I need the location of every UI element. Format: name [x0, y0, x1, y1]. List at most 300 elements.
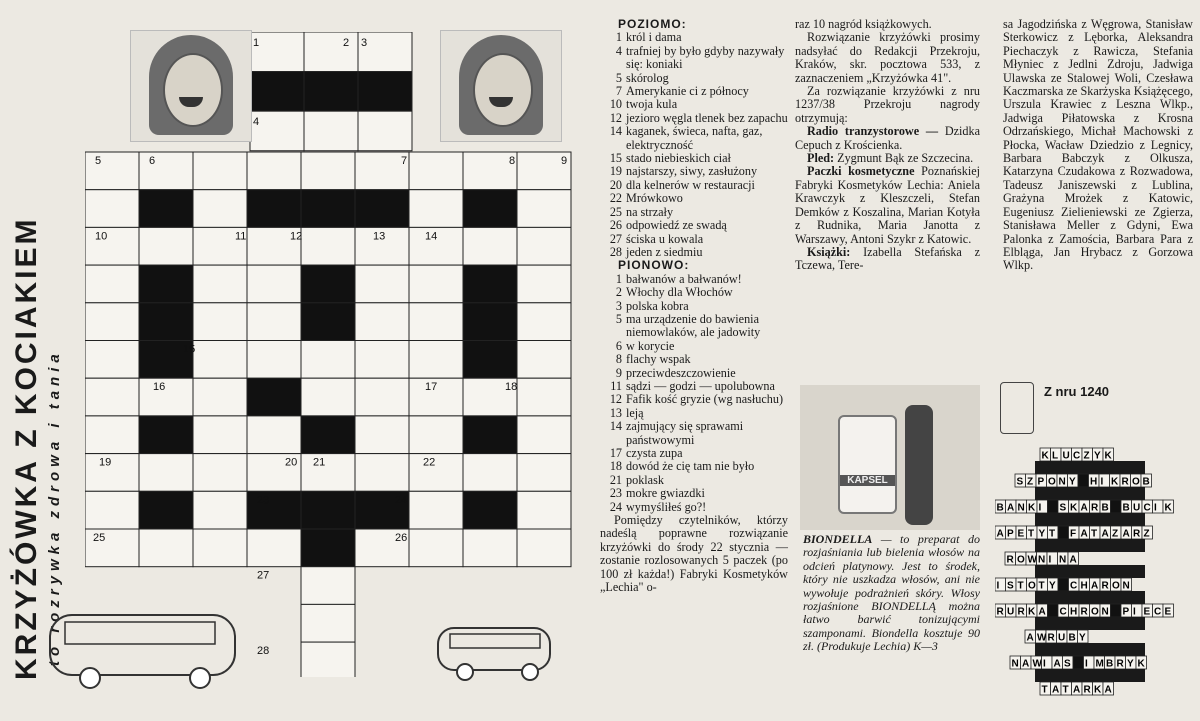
black-cell [304, 72, 358, 112]
black-cell [463, 190, 517, 228]
across-clue [600, 112, 788, 125]
solution-letter: K [1094, 684, 1102, 696]
across-clue [600, 31, 788, 44]
down-clue [600, 273, 788, 286]
solution-letter: I [1085, 658, 1088, 670]
clue-number: 26 [609, 218, 622, 233]
grid-cell[interactable] [517, 529, 571, 567]
clue-text: zajmujący się sprawami państwowymi [626, 419, 744, 447]
solution-letter: R [1047, 632, 1055, 644]
black-cell [463, 416, 517, 454]
grid-cell[interactable] [355, 265, 409, 303]
grid-cell[interactable] [409, 152, 463, 190]
solution-letter: P [1037, 476, 1045, 488]
grid-cell[interactable] [247, 152, 301, 190]
grid-cell[interactable] [304, 111, 358, 151]
solution-letter: O [1048, 476, 1056, 488]
winners-column-1 [795, 18, 980, 273]
clue-number: 12 [609, 110, 622, 125]
bottle-shape [838, 415, 897, 514]
solution-letter: N [1038, 554, 1046, 566]
grid-cell[interactable] [85, 341, 139, 379]
solution-letter: B [1068, 632, 1076, 644]
grid-cell[interactable] [139, 529, 193, 567]
grid-number-5: 5 [95, 155, 102, 167]
solution-letter: O [1028, 580, 1036, 592]
solution-heading: Z nru 1240 [1044, 384, 1110, 399]
clue-number: 2 [615, 285, 622, 300]
solution-black-band [1035, 513, 1145, 526]
across-clue [600, 85, 788, 98]
clue-text: leją [626, 405, 644, 420]
grid-cell[interactable] [85, 303, 139, 341]
solution-letter: C [1143, 502, 1151, 514]
kitten-photo-right [440, 30, 562, 142]
solution-letter: O [1017, 554, 1025, 566]
grid-cell[interactable] [409, 303, 463, 341]
solution-letter: P [1007, 528, 1014, 540]
grid-cell[interactable] [517, 416, 571, 454]
clue-text: kaganek, świeca, nafta, gaz, elektryczność [626, 124, 763, 152]
solution-letter: E [1164, 606, 1172, 618]
clue-number: 12 [609, 392, 622, 407]
solution-letter: C [1059, 606, 1067, 618]
grid-cell[interactable] [517, 265, 571, 303]
across-clue [600, 165, 788, 178]
solution-letter: L [1052, 450, 1059, 462]
solution-black-band [1035, 487, 1145, 500]
down-clue [600, 286, 788, 299]
solution-letter: B [996, 502, 1004, 514]
clue-text: bałwanów a bałwanów! [626, 271, 742, 286]
grid-cell[interactable] [409, 454, 463, 492]
solution-black-band [1035, 669, 1145, 682]
clue-number: 27 [609, 231, 622, 246]
grid-number-25: 25 [93, 532, 106, 544]
grid-cell[interactable] [301, 454, 355, 492]
solution-letter: S [1007, 580, 1014, 592]
solution-black-band [1035, 617, 1145, 630]
solution-letter: A [1122, 528, 1130, 540]
across-clue [600, 192, 788, 205]
down-clue [600, 407, 788, 420]
solution-letter: W [1027, 554, 1037, 566]
grid-cell[interactable] [463, 454, 517, 492]
grid-cell[interactable] [193, 529, 247, 567]
solution-letter: P [1122, 606, 1130, 618]
solution-letter: U [1133, 502, 1141, 514]
solution-letter: I [1133, 606, 1136, 618]
grid-number-27: 27 [257, 569, 270, 582]
down-clue [600, 313, 788, 340]
face-shape [163, 53, 223, 127]
solution-letter: A [1053, 658, 1061, 670]
prize-text: raz 10 nagród książkowych. [795, 17, 932, 31]
solution-letter: W [1037, 632, 1047, 644]
grid-cell[interactable] [247, 416, 301, 454]
grid-number-7: 7 [401, 155, 408, 167]
grid-cell[interactable] [463, 227, 517, 265]
grid-number-21: 21 [313, 456, 326, 469]
grid-cell[interactable] [193, 416, 247, 454]
solution-letter: M [1095, 658, 1104, 670]
grid-number-23: 23 [257, 494, 270, 507]
clue-number: 13 [609, 405, 622, 420]
solution-letter: A [996, 528, 1004, 540]
solution-letter: I [1038, 502, 1042, 514]
grid-cell[interactable] [247, 529, 301, 567]
clue-text: w korycie [626, 338, 675, 353]
solution-letter: A [1007, 502, 1015, 514]
black-cell [139, 416, 193, 454]
solution-letter: H [1080, 580, 1088, 592]
solution-letter: Y [1049, 580, 1056, 592]
clue-text: polska kobra [626, 298, 689, 313]
black-cell [355, 190, 409, 228]
grid-cell[interactable] [409, 190, 463, 228]
grid-number-13: 13 [373, 230, 386, 243]
clue-text: twoja kula [626, 97, 678, 112]
solution-letter: T [1038, 580, 1045, 592]
grid-cell[interactable] [247, 265, 301, 303]
grid-cell[interactable] [85, 190, 139, 228]
grid-cell[interactable] [85, 378, 139, 416]
solution-letter: B [1122, 502, 1130, 514]
grid-cell[interactable] [409, 341, 463, 379]
grid-cell[interactable] [517, 491, 571, 529]
grid-cell[interactable] [517, 378, 571, 416]
clue-text: poklask [626, 472, 664, 487]
grid-cell[interactable] [355, 341, 409, 379]
clue-text: czysta zupa [626, 446, 683, 460]
solution-letter: C [1154, 606, 1162, 618]
grid-number-1: 1 [253, 37, 260, 49]
clue-text: ściska u kowala [626, 231, 704, 246]
clue-number: 20 [609, 177, 622, 192]
black-cell [463, 341, 517, 379]
solution-letter: Z [1112, 528, 1119, 540]
blanket-prize-label: Pled: [807, 151, 835, 166]
down-clue [600, 487, 788, 500]
grid-number-2: 2 [343, 37, 350, 49]
solution-letter: R [1101, 580, 1109, 592]
grid-number-12: 12 [290, 230, 303, 243]
solution-letter: N [1101, 606, 1109, 618]
solution-letter: T [1017, 580, 1024, 592]
grid-cell[interactable] [301, 604, 355, 642]
grid-cell[interactable] [193, 454, 247, 492]
ad-body: — to preparat do rozjaśniania lub bielenia włosów na odcień platynowy. Jest to środek, który nie uszkadza włosów, ani nie wywołuje podrażnień skóry. Włosy rozjaśnione BIONDELLĄ można łatwo barwić tonizującymi szamponami. Biondella kosztuje 90 zł. (Produkuje Lechia) K—3 [803, 532, 980, 654]
grid-cell[interactable] [247, 341, 301, 379]
solution-letter: K [1028, 606, 1036, 618]
clue-number: 3 [615, 298, 622, 313]
contest-rules-text: Pomiędzy czytelników, którzy nadeślą poprawne rozwiązanie krzyżówki do środy 22 stycznia — zostanie rozlosowanych 5 paczek (po 100 zł każda!) Fabryki Kosmetyków „Lechia" o- [600, 513, 788, 595]
solution-letter: Z [1083, 450, 1090, 462]
clue-text: mokre gwiazdki [626, 486, 705, 501]
grid-cell[interactable] [139, 454, 193, 492]
grid-cell[interactable] [301, 378, 355, 416]
solution-cell [1111, 604, 1122, 617]
winners-column-2 [1003, 18, 1193, 273]
solution-black-band [1035, 591, 1145, 604]
grid-number-16: 16 [153, 381, 166, 394]
solution-letter: A [1052, 684, 1060, 696]
black-cell [301, 303, 355, 341]
black-cell [301, 529, 355, 567]
solution-letter: H [1070, 606, 1078, 618]
solution-letter: B [1106, 658, 1114, 670]
solution-letter: T [1091, 528, 1098, 540]
clue-text: Mrówkowo [626, 191, 683, 206]
grid-cell[interactable] [409, 529, 463, 567]
grid-cell[interactable] [409, 416, 463, 454]
solution-letter: K [1111, 476, 1119, 488]
kitten-photo-left [130, 30, 252, 142]
solution-cell [1048, 604, 1059, 617]
solution-letter: H [1090, 476, 1098, 488]
grid-number-17: 17 [425, 381, 438, 394]
submission-text: Rozwiązanie krzyżówki prosimy nadsyłać do Redakcji Przekroju, Kraków, skr. pocztowa 533, z zaznaczeniem „Krzyżówka 41". [795, 30, 980, 85]
grid-cell[interactable] [301, 642, 355, 677]
grid-cell[interactable] [193, 190, 247, 228]
solution-letter: K [1104, 450, 1112, 462]
across-clue [600, 45, 788, 72]
down-clue [600, 380, 788, 393]
solution-letter: S [1059, 502, 1067, 514]
solution-letter: A [1038, 606, 1046, 618]
clue-number: 28 [609, 244, 622, 259]
solution-cell [1048, 500, 1059, 513]
grid-cell[interactable] [517, 190, 571, 228]
clue-number: 6 [615, 338, 622, 353]
solution-letter: W [1032, 658, 1042, 670]
solution-letter: R [1083, 684, 1091, 696]
radio-prize-label: Radio tranzystorowe — [807, 124, 939, 139]
down-clue [600, 300, 788, 313]
down-clue-list [600, 273, 788, 514]
down-clue [600, 393, 788, 406]
clue-number: 23 [609, 486, 622, 501]
solution-letter: N [1017, 502, 1025, 514]
solution-letter: Y [1038, 528, 1046, 540]
clue-number: 1 [615, 271, 622, 286]
across-clue [600, 233, 788, 246]
clue-text: flachy wspak [626, 352, 691, 367]
grid-cell[interactable] [301, 341, 355, 379]
grid-number-4: 4 [253, 116, 260, 129]
clues-column [600, 18, 788, 594]
solution-letter: Y [1079, 632, 1086, 644]
down-clue [600, 447, 788, 460]
clue-number: 8 [615, 352, 622, 367]
bus-illustration-right [430, 620, 560, 685]
solution-black-band [1035, 539, 1145, 552]
solution-letter: K [1041, 450, 1049, 462]
down-clue [600, 340, 788, 353]
bottle-label: KAPSEL [840, 475, 895, 486]
grid-cell[interactable] [85, 454, 139, 492]
solution-letter: N [1059, 554, 1067, 566]
grid-cell[interactable] [355, 454, 409, 492]
grid-number-15: 15 [183, 343, 196, 356]
clue-number: 18 [609, 459, 622, 474]
grid-number-6: 6 [149, 155, 156, 167]
grid-cell[interactable] [301, 152, 355, 190]
grid-cell[interactable] [304, 32, 358, 72]
grid-cell[interactable] [193, 303, 247, 341]
blanket-winner: Zygmunt Bąk ze Szczecina. [837, 151, 974, 166]
solution-letter: R [1006, 554, 1014, 566]
down-clue [600, 501, 788, 514]
grid-cell[interactable] [355, 378, 409, 416]
clue-number: 5 [615, 311, 622, 326]
grid-cell[interactable] [139, 152, 193, 190]
clue-number: 14 [609, 419, 622, 434]
solution-letter: O [1112, 580, 1120, 592]
grid-cell[interactable] [517, 454, 571, 492]
clue-text: przeciwdeszczowienie [626, 365, 736, 380]
grid-cell[interactable] [193, 265, 247, 303]
grid-number-9: 9 [561, 155, 568, 167]
grid-cell[interactable] [247, 303, 301, 341]
solution-letter: I [1043, 658, 1046, 670]
solution-letter: N [1058, 476, 1066, 488]
across-clue [600, 98, 788, 111]
grid-cell[interactable] [301, 567, 355, 605]
page-title: KRZYŻÓWKA Z KOCIAKIEM [10, 216, 43, 680]
grid-cell[interactable] [355, 416, 409, 454]
grid-cell[interactable] [517, 227, 571, 265]
clue-number: 14 [609, 124, 622, 139]
grid-cell[interactable] [193, 341, 247, 379]
clue-number: 4 [615, 43, 622, 58]
grid-cell[interactable] [301, 227, 355, 265]
clue-text: wymyśliłeś go?! [626, 499, 707, 514]
page-subtitle: to rozrywka zdrowa i tania [46, 349, 63, 666]
grid-number-10: 10 [95, 230, 108, 243]
solution-letter: F [1070, 528, 1077, 540]
comb-shape [905, 405, 933, 525]
black-cell [139, 190, 193, 228]
solution-letter: U [1058, 632, 1066, 644]
grid-cell[interactable] [358, 111, 412, 151]
grid-cell[interactable] [85, 265, 139, 303]
clue-number: 1 [615, 30, 622, 45]
grid-number-22: 22 [423, 456, 436, 469]
clue-number: 7 [615, 84, 622, 99]
grid-cell[interactable] [139, 227, 193, 265]
solution-letter: C [1070, 580, 1078, 592]
solution-letter: A [1080, 528, 1088, 540]
solution-letter: B [1142, 476, 1150, 488]
grid-number-14: 14 [425, 230, 438, 243]
clue-text: dowód że cię tam nie było [626, 459, 755, 474]
grid-cell[interactable] [409, 265, 463, 303]
solution-letter: A [1022, 658, 1030, 670]
grid-cell[interactable] [517, 303, 571, 341]
grid-cell[interactable] [193, 152, 247, 190]
solution-black-band [1035, 461, 1145, 474]
solution-black-band [1035, 565, 1145, 578]
solution-letter: Y [1094, 450, 1101, 462]
solution-letter: A [1104, 684, 1112, 696]
grid-cell[interactable] [85, 416, 139, 454]
clue-text: stado niebieskich ciał [626, 151, 731, 166]
solution-letter: K [1164, 502, 1172, 514]
biondella-ad-image [800, 385, 980, 530]
grid-number-26: 26 [395, 532, 408, 544]
solution-letter: T [1049, 528, 1056, 540]
solution-letter: I [996, 580, 1000, 592]
across-clue [600, 246, 788, 259]
grid-cell[interactable] [409, 491, 463, 529]
across-clue [600, 206, 788, 219]
clue-number: 21 [609, 472, 622, 487]
grid-cell[interactable] [85, 152, 139, 190]
clue-text: dla kelnerów w restauracji [626, 177, 755, 192]
radio-winner: Dzidka Cepuch z Krościenka. [795, 124, 981, 152]
grid-cell[interactable] [355, 303, 409, 341]
black-cell [139, 303, 193, 341]
across-heading: POZIOMO: [618, 17, 687, 31]
black-cell [301, 416, 355, 454]
grid-number-11: 11 [235, 230, 247, 243]
solution-letter: S [1016, 476, 1024, 488]
solution-letter: T [1028, 528, 1035, 540]
grid-number-18: 18 [505, 381, 518, 394]
black-cell [139, 265, 193, 303]
solution-letter: E [1017, 528, 1025, 540]
books-winners: Izabella Stefańska z Tczewa, Tere- [795, 244, 980, 273]
grid-cell[interactable] [463, 529, 517, 567]
solution-black-band [1035, 643, 1145, 656]
solution-letter: I [1048, 554, 1052, 566]
clue-text: odpowiedź ze swadą [626, 218, 727, 233]
grid-cell[interactable] [85, 227, 139, 265]
solution-cell [1078, 474, 1089, 487]
grid-cell[interactable] [85, 491, 139, 529]
clue-number: 25 [609, 204, 622, 219]
grid-cell[interactable] [139, 378, 193, 416]
solution-letter: A [1101, 528, 1109, 540]
clue-text: ma urządzenie do bawienia niemowlaków, ale jadowity [626, 311, 761, 340]
solution-letter: I [1154, 502, 1157, 514]
black-cell [247, 378, 301, 416]
solution-cell [1073, 656, 1084, 669]
grid-number-28: 28 [257, 645, 270, 658]
solution-letter: O [1132, 476, 1140, 488]
clue-text: jeziorо węgla tlenek bez zapachu [626, 110, 788, 125]
down-clue [600, 474, 788, 487]
solution-letter: S [1064, 658, 1071, 670]
down-clue [600, 353, 788, 366]
black-cell [301, 491, 355, 529]
black-cell [463, 303, 517, 341]
grid-cell[interactable] [193, 491, 247, 529]
grid-cell[interactable] [193, 378, 247, 416]
clue-number: 10 [609, 97, 622, 112]
grid-cell[interactable] [517, 341, 571, 379]
solution-cell [1111, 500, 1122, 513]
clue-number: 19 [609, 164, 622, 179]
down-clue [600, 460, 788, 473]
black-cell [463, 491, 517, 529]
solution-letter: A [1026, 632, 1034, 644]
clue-number: 24 [609, 499, 622, 514]
winners-intro: Za rozwiązanie krzyżówki z nru 1237/38 Przekroju nagrody otrzymują: [795, 84, 980, 125]
down-clue [600, 367, 788, 380]
solution-letter: K [1070, 502, 1078, 514]
